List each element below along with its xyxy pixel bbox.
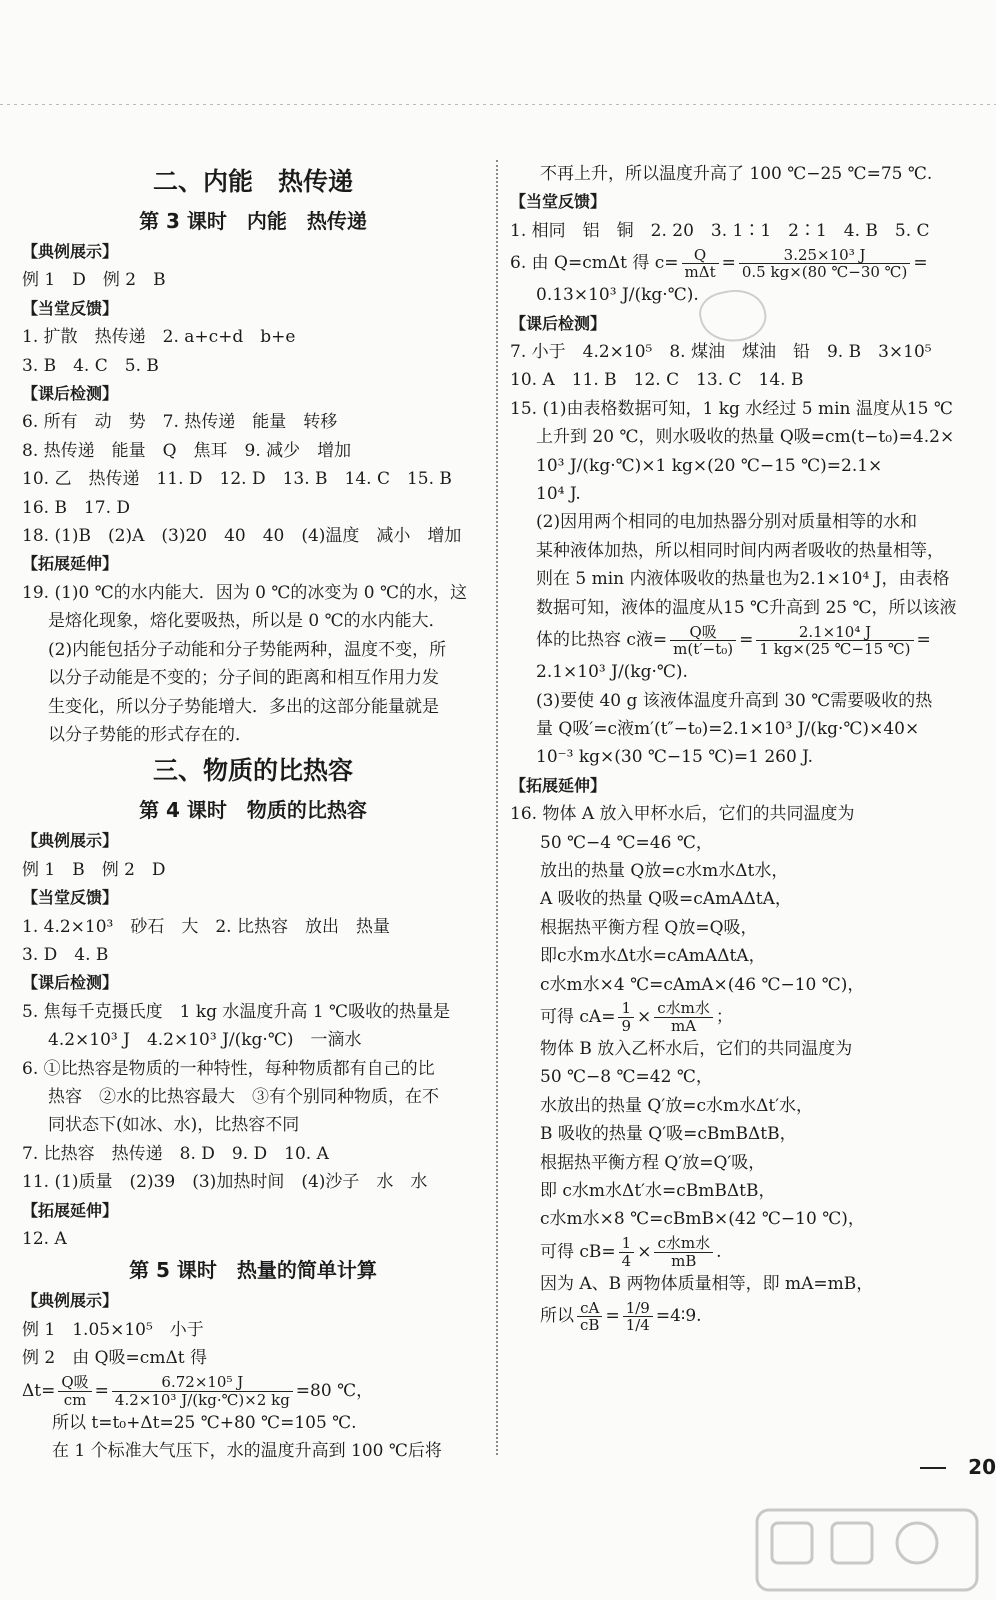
answer-line: 例 1 D 例 2 B: [22, 270, 166, 291]
fraction-numerator: 6.72×10⁵ J: [112, 1374, 293, 1392]
formula-prefix: 所以: [540, 1306, 574, 1327]
answer-line: 10. 乙 热传递 11. D 12. D 13. B 14. C 15. B: [22, 469, 452, 490]
subsection-label: 【当堂反馈】: [22, 888, 119, 908]
formula-suffix: =: [913, 253, 928, 274]
answer-line: 12. A: [22, 1229, 67, 1249]
formula-prefix: 可得 cB=: [540, 1241, 616, 1262]
answer-line: 例 2 由 Q吸=cmΔt 得: [22, 1348, 207, 1369]
formula-line: [510, 1234, 960, 1270]
answer-line: 物体 B 放入乙杯水后，它们的共同温度为: [540, 1038, 853, 1059]
answer-line: 15. (1)由表格数据可知，1 kg 水经过 5 min 温度从15 ℃: [510, 398, 953, 419]
answer-line: 同状态下(如冰、水)，比热容不同: [48, 1115, 300, 1136]
formula-line: [510, 1298, 960, 1334]
answer-line: 16. 物体 A 放入甲杯水后，它们的共同温度为: [510, 804, 855, 825]
fraction: [112, 1374, 293, 1408]
section-title: 二、内能 热传递: [152, 167, 353, 196]
answer-line: 18. (1)B (2)A (3)20 40 40 (4)温度 减小 增加: [22, 526, 462, 547]
formula-suffix: ；: [715, 1006, 733, 1027]
answer-line: c水m水×8 ℃=cBmB×(42 ℃−10 ℃)，: [540, 1209, 865, 1230]
subsection-label: 【拓展延伸】: [510, 775, 607, 795]
answer-line: 生变化，所以分子势能增大．多出的这部分能量就是: [48, 696, 439, 717]
fraction: [618, 1000, 634, 1034]
answer-line: 即 c水m水Δt′水=cBmBΔtB，: [540, 1181, 776, 1201]
fraction-denominator: 4.2×10³ J/(kg·℃)×2 kg: [114, 1390, 290, 1409]
subsection-label: 【当堂反馈】: [22, 298, 119, 318]
answer-line: 1. 相同 铝 铜 2. 20 3. 1∶1 2∶1 4. B 5. C: [510, 220, 930, 241]
answer-line: 8. 热传递 能量 Q 焦耳 9. 减少 增加: [22, 440, 352, 461]
answer-line: 50 ℃−4 ℃=46 ℃，: [540, 832, 713, 853]
answer-line: 例 1 B 例 2 D: [22, 859, 166, 880]
subsection-label: 【拓展延伸】: [22, 1200, 119, 1220]
answer-line: 是熔化现象，熔化要吸热，所以是 0 ℃的水内能大．: [48, 611, 446, 632]
answer-line: 16. B 17. D: [22, 497, 131, 518]
answer-line: 19. (1)0 ℃的水内能大．因为 0 ℃的冰变为 0 ℃的水，这: [22, 582, 468, 603]
answer-line: 量 Q吸′=c液m′(t″−t₀)=2.1×10³ J/(kg·℃)×40×: [536, 718, 920, 739]
formula-operator: =: [605, 1306, 620, 1327]
lesson-title: 第 5 课时 热量的简单计算: [129, 1258, 377, 1283]
fraction-denominator: 9: [621, 1016, 631, 1035]
answer-line: 根据热平衡方程 Q′放=Q′吸，: [540, 1152, 766, 1173]
fraction-numerator: 1/9: [623, 1300, 653, 1318]
subsection-label: 【拓展延伸】: [22, 554, 119, 574]
formula-prefix: 可得 cA=: [540, 1006, 616, 1027]
answer-line: 不再上升，所以温度升高了 100 ℃−25 ℃=75 ℃.: [540, 164, 933, 184]
answer-line: 2.1×10³ J/(kg·℃).: [536, 662, 688, 683]
fraction-numerator: cA: [577, 1300, 602, 1318]
watermark-logo: [752, 1505, 982, 1595]
left-column: [22, 160, 484, 1465]
formula-prefix: 体的比热容 c液=: [536, 630, 668, 651]
fraction: [577, 1300, 602, 1334]
fraction-denominator: 0.5 kg×(80 ℃−30 ℃): [741, 263, 908, 282]
subsection-label: 【典例展示】: [22, 242, 119, 261]
formula-suffix: =80 ℃，: [295, 1380, 374, 1401]
answer-line: 1. 4.2×10³ 砂石 大 2. 比热容 放出 热量: [22, 916, 390, 937]
formula-operator: =: [739, 630, 754, 651]
formula-operator: =: [721, 253, 736, 274]
answer-line: (3)要使 40 g 该液体温度升高到 30 ℃需要吸收的热: [536, 690, 933, 711]
answer-line: 根据热平衡方程 Q放=Q吸，: [540, 917, 758, 938]
formula-prefix: 6. 由 Q=cmΔt 得 c=: [510, 253, 679, 274]
fraction-numerator: c水m水: [654, 1000, 713, 1018]
answer-line: 数据可知，液体的温度从15 ℃升高到 25 ℃，所以该液: [536, 597, 957, 618]
fraction-denominator: mA: [671, 1016, 697, 1035]
formula-operator: =: [94, 1380, 109, 1401]
fraction-numerator: 3.25×10³ J: [739, 247, 910, 265]
answer-line: 10. A 11. B 12. C 13. C 14. B: [510, 370, 804, 391]
formula-operator: ×: [637, 1006, 652, 1027]
formula-line: [510, 622, 960, 658]
answer-line: 水放出的热量 Q′放=c水m水Δt′水，: [540, 1095, 814, 1116]
answer-line: 上升到 20 ℃，则水吸收的热量 Q吸=cm(t−t₀)=4.2×: [536, 427, 955, 448]
subsection-label: 【典例展示】: [22, 1291, 119, 1311]
fraction-denominator: mB: [671, 1251, 697, 1270]
answer-line: 即c水m水Δt水=cAmAΔtA，: [540, 946, 766, 967]
fraction: [619, 1235, 635, 1269]
column-divider: [496, 160, 498, 1455]
answer-line: 5. 焦每千克摄氏度 1 kg 水温度升高 1 ℃吸收的热量是: [22, 1001, 451, 1022]
fraction: [756, 624, 913, 658]
fraction-denominator: cB: [580, 1316, 600, 1335]
answer-line: 因为 A、B 两物体质量相等，即 mA=mB，: [540, 1273, 874, 1294]
fraction-denominator: cm: [63, 1390, 87, 1409]
answer-line: 例 1 1.05×10⁵ 小于: [22, 1319, 204, 1340]
answer-line: 0.13×10³ J/(kg·℃).: [536, 285, 699, 306]
answer-line: 50 ℃−8 ℃=42 ℃，: [540, 1067, 713, 1088]
formula-line: [510, 999, 960, 1035]
subsection-label: 【典例展示】: [22, 831, 119, 851]
answer-line: 以分子动能是不变的；分子间的距离和相互作用力发: [48, 668, 439, 689]
answer-line: 10³ J/(kg·℃)×1 kg×(20 ℃−15 ℃)=2.1×: [536, 455, 883, 476]
answer-line: 11. (1)质量 (2)39 (3)加热时间 (4)沙子 水 水: [22, 1172, 428, 1193]
answer-line: (2)内能包括分子动能和分子势能两种，温度不变，所: [48, 639, 447, 660]
fraction-numerator: 2.1×10⁴ J: [756, 624, 913, 642]
fraction-denominator: m(t′−t₀): [673, 640, 734, 659]
fraction-denominator: mΔt: [684, 263, 716, 282]
formula-suffix: =: [916, 630, 931, 651]
answer-line: 6. ①比热容是物质的一种特性，每种物质都有自己的比: [22, 1058, 435, 1079]
fraction-numerator: 1: [619, 1235, 635, 1253]
fraction-denominator: 1 kg×(25 ℃−15 ℃): [759, 640, 911, 659]
subsection-label: 【课后检测】: [22, 973, 119, 993]
answer-line: 7. 小于 4.2×10⁵ 8. 煤油 煤油 铅 9. B 3×10⁵: [510, 342, 932, 363]
fraction: [58, 1374, 91, 1408]
answer-line: 某种液体加热，所以相同时间内两者吸收的热量相等，: [536, 540, 944, 561]
formula-prefix: Δt=: [22, 1380, 56, 1401]
fraction: [623, 1300, 653, 1334]
lesson-title: 第 3 课时 内能 热传递: [139, 209, 367, 233]
fraction-numerator: 1: [618, 1000, 634, 1018]
lesson-title: 第 4 课时 物质的比热容: [139, 798, 367, 823]
answer-line: 7. 比热容 热传递 8. D 9. D 10. A: [22, 1143, 329, 1164]
fraction-denominator: 4: [621, 1251, 632, 1270]
answer-line: 10⁴ J.: [536, 484, 581, 505]
fraction: [739, 247, 910, 281]
answer-line: 则在 5 min 内液体吸收的热量也为2.1×10⁴ J，由表格: [536, 569, 950, 590]
fraction-numerator: Q吸: [58, 1374, 91, 1392]
formula-operator: ×: [637, 1241, 652, 1262]
answer-line: 3. D 4. B: [22, 944, 109, 965]
answer-line: 4.2×10³ J 4.2×10³ J/(kg·℃) 一滴水: [48, 1030, 362, 1051]
answer-line: 3. B 4. C 5. B: [22, 355, 159, 376]
fraction-denominator: 1/4: [625, 1316, 650, 1335]
page-number: 20: [968, 1455, 996, 1479]
answer-line: 10⁻³ kg×(30 ℃−15 ℃)=1 260 J.: [536, 747, 814, 768]
answer-line: 在 1 个标准大气压下，水的温度升高到 100 ℃后将: [52, 1441, 442, 1462]
subsection-label: 【课后检测】: [22, 384, 119, 404]
answer-line: 1. 扩散 热传递 2. a+c+d b+e: [22, 327, 296, 348]
fraction: [682, 247, 719, 281]
answer-line: 热容 ②水的比热容最大 ③有个别同种物质，在不: [48, 1086, 439, 1107]
subsection-label: 【当堂反馈】: [510, 192, 607, 212]
section-title: 三、物质的比热容: [152, 756, 353, 786]
answer-line: 所以 t=t₀+Δt=25 ℃+80 ℃=105 ℃.: [52, 1412, 357, 1433]
page-number-dash: [920, 1467, 946, 1469]
fraction-numerator: c水m水: [654, 1235, 713, 1253]
answer-line: (2)因用两个相同的电加热器分别对质量相等的水和: [536, 512, 918, 533]
fraction: [654, 1000, 713, 1034]
formula-suffix: =4∶9.: [655, 1306, 702, 1327]
fraction-numerator: Q: [682, 247, 719, 265]
fraction: [670, 624, 736, 658]
subsection-label: 【课后检测】: [510, 313, 607, 333]
page-top-rule: [0, 104, 996, 105]
answer-line: 6. 所有 动 势 7. 热传递 能量 转移: [22, 412, 338, 433]
fraction-numerator: Q吸: [670, 624, 736, 642]
answer-line: 放出的热量 Q放=c水m水Δt水，: [540, 860, 789, 881]
answer-line: B 吸收的热量 Q′吸=cBmBΔtB，: [540, 1124, 797, 1145]
formula-line: [22, 1373, 484, 1409]
formula-line: [510, 245, 960, 281]
formula-suffix: .: [716, 1241, 722, 1262]
answer-line: 以分子势能的形式存在的．: [48, 724, 252, 745]
answer-line: c水m水×4 ℃=cAmA×(46 ℃−10 ℃)，: [540, 974, 865, 995]
answer-line: A 吸收的热量 Q吸=cAmAΔtA，: [540, 889, 792, 910]
fraction: [654, 1235, 713, 1269]
